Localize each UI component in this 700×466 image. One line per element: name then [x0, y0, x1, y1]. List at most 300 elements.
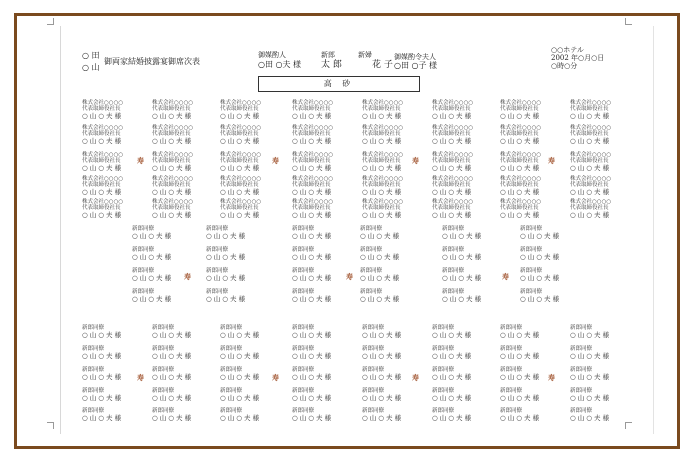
guest-affiliation: 新郎同僚 — [360, 268, 383, 274]
guest-affiliation: 代表取締役社長 — [570, 205, 609, 211]
guest-affiliation: 代表取締役社長 — [220, 182, 259, 188]
guest-affiliation: 新郎同僚 — [292, 408, 315, 414]
matchmaker-wife-name: ○田 ○子 様 — [394, 61, 438, 70]
guest-entry — [362, 388, 432, 402]
guest-affiliation: 新郎同僚 — [500, 388, 523, 394]
guest-affiliation: 代表取締役社長 — [220, 106, 259, 112]
guest-entry — [152, 125, 222, 145]
guest-affiliation: 代表取締役社長 — [570, 158, 609, 164]
family-name-1: ○ 田 — [82, 51, 100, 60]
table-mark: 寿 — [137, 156, 144, 165]
guest-affiliation: 新郎同僚 — [292, 226, 315, 232]
guest-name: ○ 山 ○ 夫 様 — [500, 188, 540, 196]
guest-affiliation: 新郎同僚 — [292, 268, 315, 274]
guest-affiliation: 新郎同僚 — [220, 388, 243, 394]
guest-affiliation: 新郎同僚 — [500, 346, 523, 352]
guest-name: ○ 山 ○ 夫 様 — [432, 188, 472, 196]
table-mark: 寿 — [346, 272, 353, 281]
guest-affiliation: 代表取締役社長 — [362, 131, 401, 137]
guest-name: ○ 山 ○ 夫 様 — [152, 331, 192, 339]
guest-name: ○ 山 ○ 夫 様 — [220, 373, 260, 381]
guest-name: ○ 山 ○ 夫 様 — [132, 295, 172, 303]
guest-entry — [292, 199, 362, 219]
guest-name: ○ 山 ○ 夫 様 — [362, 188, 402, 196]
guest-entry — [432, 388, 502, 402]
guest-affiliation: 新郎同僚 — [220, 367, 243, 373]
guest-entry — [152, 176, 222, 196]
guest-entry — [362, 100, 432, 120]
table-mark: 寿 — [412, 373, 419, 382]
guest-affiliation: 株式会社○○○○ — [500, 199, 542, 205]
guest-affiliation: 株式会社○○○○ — [432, 176, 474, 182]
guest-entry — [442, 226, 512, 240]
guest-name: ○ 山 ○ 夫 様 — [292, 137, 332, 145]
guest-affiliation: 新郎同僚 — [442, 247, 465, 253]
guest-name: ○ 山 ○ 夫 様 — [152, 211, 192, 219]
guest-affiliation: 株式会社○○○○ — [82, 152, 124, 158]
matchmaker-label: 御媒酌人 — [258, 51, 286, 59]
guest-entry — [292, 152, 362, 172]
guest-entry — [500, 346, 570, 360]
guest-name: ○ 山 ○ 夫 様 — [82, 331, 122, 339]
document-title: 御両家結婚披露宴御席次表 — [104, 57, 200, 66]
guest-affiliation: 新郎同僚 — [152, 388, 175, 394]
guest-affiliation: 株式会社○○○○ — [500, 125, 542, 131]
guest-affiliation: 株式会社○○○○ — [570, 199, 612, 205]
guest-affiliation: 代表取締役社長 — [292, 205, 331, 211]
guest-name: ○ 山 ○ 夫 様 — [362, 112, 402, 120]
guest-affiliation: 新郎同僚 — [432, 367, 455, 373]
crop-mark — [625, 422, 632, 429]
guest-affiliation: 新郎同僚 — [442, 268, 465, 274]
guest-entry — [570, 152, 640, 172]
guest-entry — [570, 367, 640, 381]
guest-entry — [206, 247, 276, 261]
guest-affiliation: 代表取締役社長 — [432, 182, 471, 188]
guest-entry — [432, 100, 502, 120]
guest-affiliation: 代表取締役社長 — [500, 205, 539, 211]
guest-name: ○ 山 ○ 夫 様 — [500, 373, 540, 381]
guest-affiliation: 新郎同僚 — [432, 408, 455, 414]
guest-affiliation: 新郎同僚 — [570, 367, 593, 373]
guest-affiliation: 株式会社○○○○ — [570, 125, 612, 131]
guest-affiliation: 株式会社○○○○ — [292, 199, 334, 205]
guest-entry — [362, 125, 432, 145]
table-mark: 寿 — [272, 373, 279, 382]
guest-affiliation: 新郎同僚 — [520, 226, 543, 232]
guest-entry — [292, 100, 362, 120]
guest-entry — [500, 125, 570, 145]
guest-entry — [132, 289, 202, 303]
guest-affiliation: 新郎同僚 — [432, 346, 455, 352]
guest-name: ○ 山 ○ 夫 様 — [206, 253, 246, 261]
guest-entry — [500, 408, 570, 422]
guest-affiliation: 株式会社○○○○ — [292, 125, 334, 131]
date: 2002 年○月○日 — [551, 54, 605, 62]
guest-name: ○ 山 ○ 夫 様 — [206, 274, 246, 282]
guest-affiliation: 株式会社○○○○ — [292, 100, 334, 106]
guest-name: ○ 山 ○ 夫 様 — [500, 164, 540, 172]
guest-affiliation: 新郎同僚 — [362, 388, 385, 394]
table-mark: 寿 — [548, 373, 555, 382]
guest-affiliation: 代表取締役社長 — [570, 106, 609, 112]
guest-affiliation: 新郎同僚 — [360, 247, 383, 253]
guest-affiliation: 株式会社○○○○ — [220, 125, 262, 131]
guest-entry — [220, 199, 290, 219]
guest-entry — [360, 226, 430, 240]
guest-entry — [442, 289, 512, 303]
groom-name: 太 郎 — [321, 60, 342, 70]
guest-entry — [220, 325, 290, 339]
guest-affiliation: 代表取締役社長 — [82, 158, 121, 164]
venue: ○○ホテル — [551, 46, 584, 54]
guest-name: ○ 山 ○ 夫 様 — [82, 414, 122, 422]
guest-name: ○ 山 ○ 夫 様 — [132, 253, 172, 261]
guest-entry — [152, 100, 222, 120]
guest-name: ○ 山 ○ 夫 様 — [292, 373, 332, 381]
guest-name: ○ 山 ○ 夫 様 — [292, 211, 332, 219]
table-mark: 寿 — [184, 272, 191, 281]
guest-affiliation: 新郎同僚 — [442, 289, 465, 295]
table-mark: 寿 — [502, 272, 509, 281]
guest-name: ○ 山 ○ 夫 様 — [500, 352, 540, 360]
guest-name: ○ 山 ○ 夫 様 — [362, 211, 402, 219]
guest-entry — [152, 388, 222, 402]
guest-entry — [500, 367, 570, 381]
guest-affiliation: 株式会社○○○○ — [362, 199, 404, 205]
guest-name: ○ 山 ○ 夫 様 — [82, 137, 122, 145]
guest-affiliation: 新郎同僚 — [500, 367, 523, 373]
guest-affiliation: 代表取締役社長 — [220, 205, 259, 211]
guest-affiliation: 新郎同僚 — [292, 346, 315, 352]
guest-entry — [292, 226, 362, 240]
guest-name: ○ 山 ○ 夫 様 — [82, 164, 122, 172]
guest-affiliation: 株式会社○○○○ — [432, 199, 474, 205]
guest-affiliation: 代表取締役社長 — [152, 106, 191, 112]
guest-entry — [360, 289, 430, 303]
guest-entry — [292, 367, 362, 381]
guest-entry — [132, 247, 202, 261]
guest-name: ○ 山 ○ 夫 様 — [220, 331, 260, 339]
guest-name: ○ 山 ○ 夫 様 — [292, 164, 332, 172]
guest-entry — [520, 289, 590, 303]
guest-affiliation: 株式会社○○○○ — [432, 152, 474, 158]
guest-affiliation: 代表取締役社長 — [152, 182, 191, 188]
guest-affiliation: 代表取締役社長 — [152, 158, 191, 164]
guest-affiliation: 株式会社○○○○ — [570, 100, 612, 106]
guest-affiliation: 新郎同僚 — [520, 268, 543, 274]
guest-affiliation: 株式会社○○○○ — [152, 199, 194, 205]
family-name-2: ○ 山 — [82, 63, 100, 72]
guest-entry — [152, 367, 222, 381]
guest-entry — [520, 247, 590, 261]
guest-entry — [292, 289, 362, 303]
guest-name: ○ 山 ○ 夫 様 — [292, 414, 332, 422]
guest-affiliation: 新郎同僚 — [520, 289, 543, 295]
guest-affiliation: 新郎同僚 — [206, 289, 229, 295]
guest-affiliation: 株式会社○○○○ — [570, 176, 612, 182]
guest-affiliation: 代表取締役社長 — [362, 182, 401, 188]
guest-name: ○ 山 ○ 夫 様 — [570, 112, 610, 120]
guest-name: ○ 山 ○ 夫 様 — [500, 331, 540, 339]
guest-affiliation: 株式会社○○○○ — [152, 100, 194, 106]
guest-affiliation: 新郎同僚 — [292, 247, 315, 253]
guest-affiliation: 新郎同僚 — [292, 367, 315, 373]
guest-name: ○ 山 ○ 夫 様 — [570, 331, 610, 339]
guest-affiliation: 代表取締役社長 — [432, 131, 471, 137]
guest-name: ○ 山 ○ 夫 様 — [82, 394, 122, 402]
guest-affiliation: 株式会社○○○○ — [220, 100, 262, 106]
guest-affiliation: 株式会社○○○○ — [500, 152, 542, 158]
guest-name: ○ 山 ○ 夫 様 — [152, 394, 192, 402]
guest-name: ○ 山 ○ 夫 様 — [432, 373, 472, 381]
guest-name: ○ 山 ○ 夫 様 — [432, 137, 472, 145]
guest-name: ○ 山 ○ 夫 様 — [152, 414, 192, 422]
guest-affiliation: 株式会社○○○○ — [152, 152, 194, 158]
guest-entry — [362, 199, 432, 219]
guest-affiliation: 新郎同僚 — [82, 325, 105, 331]
guest-entry — [432, 408, 502, 422]
guest-name: ○ 山 ○ 夫 様 — [152, 352, 192, 360]
guest-affiliation: 代表取締役社長 — [292, 158, 331, 164]
guest-name: ○ 山 ○ 夫 様 — [292, 331, 332, 339]
guest-affiliation: 新郎同僚 — [520, 247, 543, 253]
guest-entry — [82, 199, 152, 219]
guest-affiliation: 新郎同僚 — [500, 408, 523, 414]
guest-affiliation: 代表取締役社長 — [82, 131, 121, 137]
guest-name: ○ 山 ○ 夫 様 — [432, 164, 472, 172]
guest-name: ○ 山 ○ 夫 様 — [520, 232, 560, 240]
guest-affiliation: 新郎同僚 — [82, 346, 105, 352]
guest-name: ○ 山 ○ 夫 様 — [206, 295, 246, 303]
guest-name: ○ 山 ○ 夫 様 — [82, 373, 122, 381]
guest-affiliation: 株式会社○○○○ — [82, 100, 124, 106]
guest-entry — [220, 100, 290, 120]
guest-name: ○ 山 ○ 夫 様 — [82, 352, 122, 360]
guest-affiliation: 新郎同僚 — [206, 226, 229, 232]
guest-affiliation: 新郎同僚 — [362, 346, 385, 352]
guest-affiliation: 代表取締役社長 — [292, 182, 331, 188]
guest-entry — [432, 199, 502, 219]
guest-entry — [500, 325, 570, 339]
guest-affiliation: 新郎同僚 — [132, 226, 155, 232]
guest-affiliation: 新郎同僚 — [432, 388, 455, 394]
guest-entry — [82, 176, 152, 196]
guest-name: ○ 山 ○ 夫 様 — [432, 331, 472, 339]
guest-name: ○ 山 ○ 夫 様 — [292, 253, 332, 261]
guest-affiliation: 株式会社○○○○ — [362, 125, 404, 131]
guest-name: ○ 山 ○ 夫 様 — [362, 352, 402, 360]
guest-entry — [292, 408, 362, 422]
guest-affiliation: 新郎同僚 — [362, 408, 385, 414]
crop-mark — [625, 18, 632, 25]
guest-affiliation: 新郎同僚 — [570, 325, 593, 331]
guest-affiliation: 新郎同僚 — [570, 408, 593, 414]
guest-entry — [360, 268, 430, 282]
guest-affiliation: 新郎同僚 — [152, 346, 175, 352]
guest-affiliation: 株式会社○○○○ — [362, 100, 404, 106]
guest-name: ○ 山 ○ 夫 様 — [442, 274, 482, 282]
guest-entry — [152, 199, 222, 219]
guest-entry — [152, 408, 222, 422]
guest-name: ○ 山 ○ 夫 様 — [570, 394, 610, 402]
guest-name: ○ 山 ○ 夫 様 — [292, 232, 332, 240]
guest-name: ○ 山 ○ 夫 様 — [82, 188, 122, 196]
guest-entry — [220, 367, 290, 381]
guest-name: ○ 山 ○ 夫 様 — [442, 253, 482, 261]
guest-affiliation: 代表取締役社長 — [570, 131, 609, 137]
table-mark: 寿 — [137, 373, 144, 382]
guest-entry — [362, 152, 432, 172]
guest-entry — [432, 346, 502, 360]
guest-affiliation: 株式会社○○○○ — [292, 152, 334, 158]
guest-affiliation: 代表取締役社長 — [220, 158, 259, 164]
guest-affiliation: 新郎同僚 — [360, 226, 383, 232]
guest-name: ○ 山 ○ 夫 様 — [220, 188, 260, 196]
guest-entry — [220, 408, 290, 422]
guest-name: ○ 山 ○ 夫 様 — [132, 232, 172, 240]
guest-entry — [570, 388, 640, 402]
guest-name: ○ 山 ○ 夫 様 — [520, 274, 560, 282]
guest-name: ○ 山 ○ 夫 様 — [570, 414, 610, 422]
guest-entry — [82, 100, 152, 120]
guest-entry — [432, 367, 502, 381]
guest-entry — [432, 152, 502, 172]
guest-affiliation: 代表取締役社長 — [220, 131, 259, 137]
guest-affiliation: 株式会社○○○○ — [570, 152, 612, 158]
guest-entry — [360, 247, 430, 261]
guest-entry — [152, 346, 222, 360]
guest-name: ○ 山 ○ 夫 様 — [362, 414, 402, 422]
guest-affiliation: 株式会社○○○○ — [500, 176, 542, 182]
guest-entry — [206, 268, 276, 282]
guest-name: ○ 山 ○ 夫 様 — [570, 188, 610, 196]
guest-affiliation: 新郎同僚 — [570, 388, 593, 394]
guest-entry — [132, 268, 202, 282]
guest-affiliation: 株式会社○○○○ — [220, 199, 262, 205]
guest-affiliation: 新郎同僚 — [152, 325, 175, 331]
crop-mark — [47, 18, 54, 25]
guest-entry — [570, 176, 640, 196]
guest-name: ○ 山 ○ 夫 様 — [570, 137, 610, 145]
guest-affiliation: 代表取締役社長 — [432, 205, 471, 211]
guest-entry — [220, 125, 290, 145]
guest-entry — [220, 388, 290, 402]
guest-name: ○ 山 ○ 夫 様 — [220, 164, 260, 172]
guest-name: ○ 山 ○ 夫 様 — [360, 253, 400, 261]
guest-affiliation: 代表取締役社長 — [362, 158, 401, 164]
guest-affiliation: 代表取締役社長 — [500, 182, 539, 188]
guest-affiliation: 株式会社○○○○ — [432, 125, 474, 131]
guest-name: ○ 山 ○ 夫 様 — [220, 112, 260, 120]
guest-name: ○ 山 ○ 夫 様 — [432, 112, 472, 120]
guest-name: ○ 山 ○ 夫 様 — [220, 394, 260, 402]
guest-name: ○ 山 ○ 夫 様 — [432, 414, 472, 422]
guest-affiliation: 株式会社○○○○ — [432, 100, 474, 106]
guest-name: ○ 山 ○ 夫 様 — [362, 331, 402, 339]
guest-affiliation: 新郎同僚 — [292, 289, 315, 295]
guest-name: ○ 山 ○ 夫 様 — [152, 164, 192, 172]
guest-entry — [292, 176, 362, 196]
guest-entry — [520, 268, 590, 282]
guest-name: ○ 山 ○ 夫 様 — [152, 112, 192, 120]
guest-name: ○ 山 ○ 夫 様 — [432, 394, 472, 402]
guest-entry — [152, 325, 222, 339]
guest-entry — [362, 346, 432, 360]
guest-name: ○ 山 ○ 夫 様 — [520, 253, 560, 261]
guest-name: ○ 山 ○ 夫 様 — [362, 373, 402, 381]
guest-affiliation: 株式会社○○○○ — [500, 100, 542, 106]
guest-affiliation: 新郎同僚 — [220, 325, 243, 331]
guest-affiliation: 株式会社○○○○ — [220, 176, 262, 182]
guest-name: ○ 山 ○ 夫 様 — [362, 137, 402, 145]
guest-affiliation: 株式会社○○○○ — [82, 125, 124, 131]
guest-name: ○ 山 ○ 夫 様 — [570, 211, 610, 219]
guest-name: ○ 山 ○ 夫 様 — [432, 211, 472, 219]
guest-affiliation: 新郎同僚 — [152, 408, 175, 414]
guest-entry — [500, 176, 570, 196]
guest-affiliation: 代表取締役社長 — [570, 182, 609, 188]
guest-affiliation: 代表取締役社長 — [152, 131, 191, 137]
guest-entry — [500, 152, 570, 172]
guest-name: ○ 山 ○ 夫 様 — [292, 295, 332, 303]
guest-entry — [292, 125, 362, 145]
guest-affiliation: 新郎同僚 — [82, 388, 105, 394]
guest-affiliation: 新郎同僚 — [132, 268, 155, 274]
guest-entry — [292, 247, 362, 261]
guest-entry — [520, 226, 590, 240]
guest-name: ○ 山 ○ 夫 様 — [360, 232, 400, 240]
guest-entry — [500, 388, 570, 402]
crop-mark — [47, 422, 54, 429]
guest-affiliation: 新郎同僚 — [500, 325, 523, 331]
guest-name: ○ 山 ○ 夫 様 — [570, 373, 610, 381]
guest-entry — [500, 100, 570, 120]
guest-affiliation: 新郎同僚 — [206, 268, 229, 274]
guest-affiliation: 株式会社○○○○ — [82, 199, 124, 205]
matchmaker-name: ○田 ○夫 様 — [258, 60, 302, 69]
guest-affiliation: 代表取締役社長 — [292, 106, 331, 112]
guest-entry — [570, 199, 640, 219]
guest-affiliation: 新郎同僚 — [292, 325, 315, 331]
guest-affiliation: 代表取締役社長 — [292, 131, 331, 137]
guest-affiliation: 新郎同僚 — [152, 367, 175, 373]
guest-name: ○ 山 ○ 夫 様 — [500, 414, 540, 422]
guest-name: ○ 山 ○ 夫 様 — [360, 274, 400, 282]
guest-affiliation: 代表取締役社長 — [362, 106, 401, 112]
guest-affiliation: 新郎同僚 — [570, 346, 593, 352]
guest-entry — [82, 408, 152, 422]
guest-entry — [570, 325, 640, 339]
guest-entry — [82, 346, 152, 360]
guest-entry — [432, 325, 502, 339]
guest-entry — [442, 247, 512, 261]
table-mark: 寿 — [272, 156, 279, 165]
guest-name: ○ 山 ○ 夫 様 — [442, 232, 482, 240]
guest-entry — [362, 408, 432, 422]
guest-affiliation: 新郎同僚 — [362, 367, 385, 373]
guest-entry — [220, 176, 290, 196]
guest-entry — [152, 152, 222, 172]
guest-affiliation: 代表取締役社長 — [82, 205, 121, 211]
guest-entry — [206, 226, 276, 240]
guest-entry — [432, 176, 502, 196]
guest-name: ○ 山 ○ 夫 様 — [220, 137, 260, 145]
guest-affiliation: 新郎同僚 — [220, 346, 243, 352]
guest-affiliation: 代表取締役社長 — [362, 205, 401, 211]
guest-affiliation: 代表取締役社長 — [82, 182, 121, 188]
guest-affiliation: 株式会社○○○○ — [152, 125, 194, 131]
